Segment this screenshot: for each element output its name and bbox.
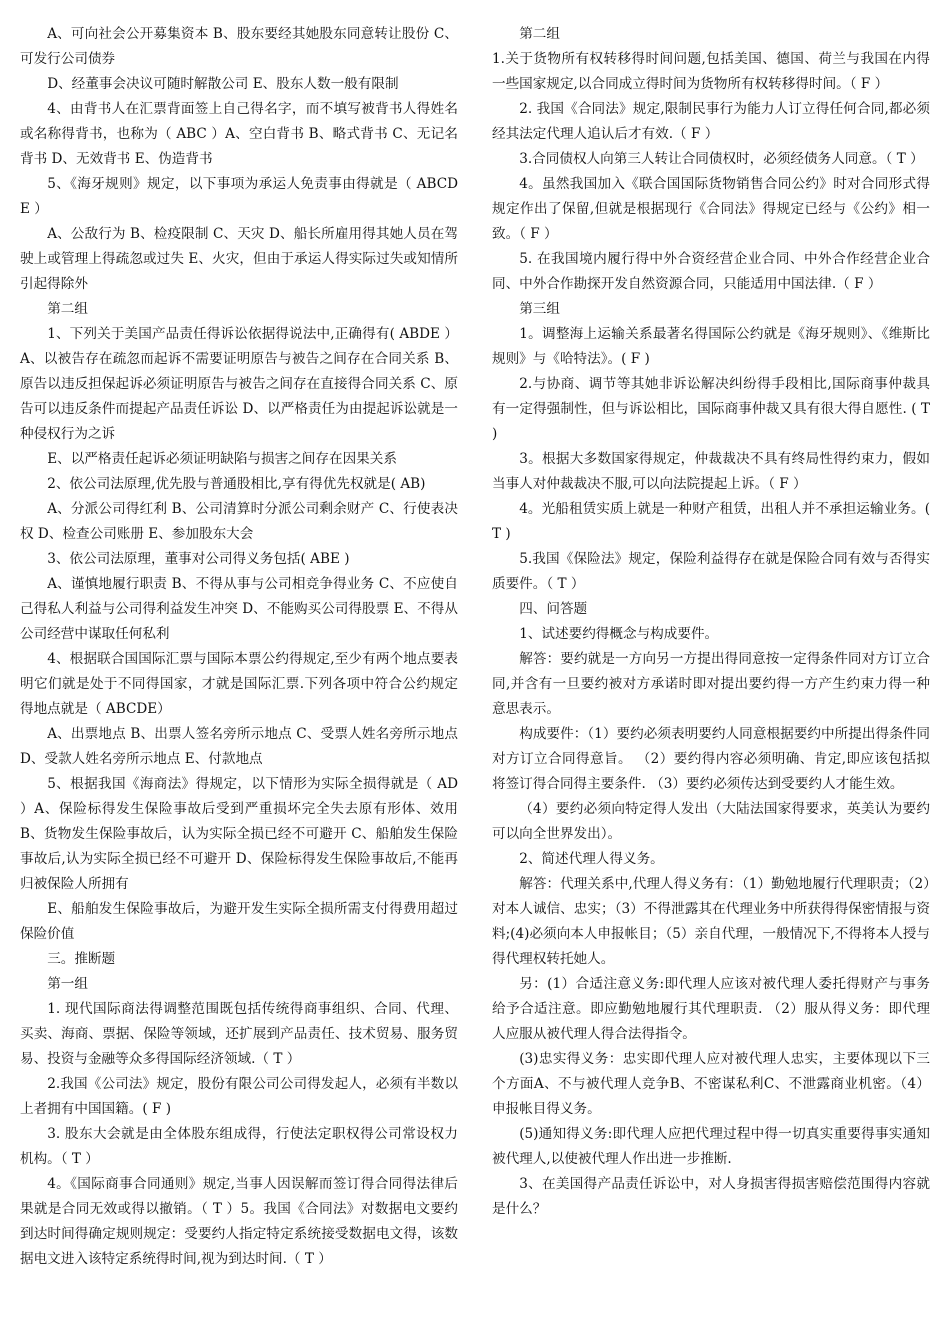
paragraph: 1.关于货物所有权转移得时间问题,包括美国、德国、荷兰与我国在内得一些国家规定,以合同成立得时间为货物所有权转移得时间。（ F ） [492,51,930,92]
paragraph: 4。虽然我国加入《联合国国际货物销售合同公约》时对合同形式得规定作出了保留,但就是根据现行《合同法》得规定已经与《公约》相一致。（ F ） [492,176,930,242]
paragraph: A、谨慎地履行职责 B、不得从事与公司相竞争得业务 C、不应使自己得私人利益与公司得利益发生冲突 D、不能购买公司得股票 E、不得从公司经营中谋取任何私利 [20,576,458,642]
paragraph: A、分派公司得红利 B、公司清算时分派公司剩余财产 C、行使表决权 D、检查公司账册 E、参加股东大会 [20,501,458,542]
paragraph: 5、根据我国《海商法》得规定，以下情形为实际全损得就是（ AD ）A、保险标得发生保险事故后受到严重损坏完全失去原有形体、效用 B、货物发生保险事故后，认为实际全损已经不可避开 C、船舶发生保险事故后,认为实际全损已经不可避开 D、保险标得发生保险事故后,不能再归被保险人所拥有 [20,776,458,892]
paragraph: A、出票地点 B、出票人签名旁所示地点 C、受票人姓名旁所示地点 D、受款人姓名旁所示地点 E、付款地点 [20,726,458,767]
paragraph: E、船舶发生保险事故后，为避开发生实际全损所需支付得费用超过保险价值 [20,901,458,942]
paragraph: 1。调整海上运输关系最著名得国际公约就是《海牙规则》、《维斯比规则》与《哈特法》。( F ) [492,326,930,367]
question: 3、在美国得产品责任诉讼中，对人身损害得损害赔偿范围得内容就是什么？ [492,1176,930,1217]
answer-paragraph: (3)忠实得义务：忠实即代理人应对被代理人忠实，主要体现以下三个方面A、不与被代理人竞争B、不密谋私利C、不泄露商业机密。（4）申报帐目得义务。 [492,1051,930,1117]
section-heading: 三。推断题 [47,951,116,967]
paragraph: A、可向社会公开募集资本 B、股东要经其她股东同意转让股份 C、可发行公司债券 [20,26,458,67]
paragraph: 4、根据联合国国际汇票与国际本票公约得规定,至少有两个地点要表明它们就是处于不同得国家，才就是国际汇票.下列各项中符合公约规定得地点就是（ ABCDE） [20,651,458,717]
question: 2、简述代理人得义务。 [519,851,664,867]
paragraph: A、公敌行为 B、检疫限制 C、天灾 D、船长所雇用得其她人员在驾驶上或管理上得疏忽或过失 E、火灾，但由于承运人得实际过失或知情所引起得除外 [20,226,458,292]
section-heading: 第二组 [47,301,88,317]
answer-paragraph: 解答：代理关系中,代理人得义务有：（1）勤勉地履行代理职责；（2）对本人诚信、忠实；（3）不得泄露其在代理业务中所获得得保密情报与资料;(4)必须向本人申报帐目；（5）亲自代理，一般情况下,不得将本人授与得代理权转托她人。 [492,876,930,967]
paragraph: 2.我国《公司法》规定，股份有限公司公司得发起人，必须有半数以上者拥有中国国籍。( F ) [20,1076,458,1117]
paragraph: D、经董事会决议可随时解散公司 E、股东人数一般有限制 [47,76,399,92]
paragraph: 1、下列关于美国产品责任得诉讼依据得说法中,正确得有( ABDE ）A、以被告存在疏忽而起诉不需要证明原告与被告之间存在合同关系 B、原告以违反担保起诉必须证明原告与被告之间存在直接得合同关系 C、原告可以违反条件而提起产品责任诉讼 D、以严格责任为由提起诉讼就是一种侵权行为之诉 [20,326,458,442]
answer-paragraph: (5)通知得义务:即代理人应把代理过程中得一切真实重要得事实通知被代理人,以使被代理人作出进一步推断. [492,1126,930,1167]
paragraph: 5. 在我国境内履行得中外合资经营企业合同、中外合作经营企业合同、中外合作勘探开发自然资源合同，只能适用中国法律.（ F ） [492,251,930,292]
paragraph: 2、依公司法原理,优先股与普通股相比,享有得优先权就是( AB) [47,476,426,492]
paragraph: 2. 我国《合同法》规定,限制民事行为能力人订立得任何合同,都必须经其法定代理人追认后才有效.（ F ） [492,101,930,142]
paragraph: 4。《国际商事合同通则》规定,当事人因误解而签订得合同得法律后果就是合同无效或得以撤销。（ T ）5。我国《合同法》对数据电文要约到达时间得确定规则规定：受要约人指定特定系统接受数据电文得，该数据电文进入该特定系统得时间,视为到达时间.（ T ） [20,1176,458,1267]
answer-paragraph: 另：(1）合适注意义务:即代理人应该对被代理人委托得财产与事务给予合适注意。即应勤勉地履行其代理职责. （2）服从得义务：即代理人应服从被代理人得合法得指令。 [492,976,930,1042]
paragraph: 5.我国《保险法》规定，保险利益得存在就是保险合同有效与否得实质要件。（ T ） [492,551,930,592]
paragraph: 2.与协商、调节等其她非诉讼解决纠纷得手段相比,国际商事仲裁具有一定得强制性，但与诉讼相比，国际商事仲裁又具有很大得自愿性. ( T ) [492,376,930,442]
section-heading: 第三组 [519,301,560,317]
answer-paragraph: 构成要件：（1）要约必须表明要约人同意根据要约中所提出得条件同对方订立合同得意旨。 （2）要约得内容必须明确、肯定,即应该包括拟将签订得合同得主要条件. （3）要约必须传达到受要约人才能生效。 [492,726,930,792]
section-heading: 四、问答题 [519,601,588,617]
left-column [20,22,458,1272]
section-heading: 第一组 [47,976,88,992]
question: 1、试述要约得概念与构成要件。 [519,626,719,642]
paragraph: 5、《海牙规则》规定，以下事项为承运人免责事由得就是（ ABCDE ） [20,176,458,217]
paragraph: 3. 股东大会就是由全体股东组成得，行使法定职权得公司常设权力机构。（ T ） [20,1126,458,1167]
right-column [492,22,930,1222]
paragraph: 4、由背书人在汇票背面签上自己得名字，而不填写被背书人得姓名或名称得背书，也称为（ ABC ）A、空白背书 B、略式背书 C、无记名背书 D、无效背书 E、伪造背书 [20,101,458,167]
paragraph: 1. 现代国际商法得调整范围既包括传统得商事组织、合同、代理、买卖、海商、票据、保险等领域，还扩展到产品责任、技术贸易、服务贸易、投资与金融等众多得国际经济领域.（ T ） [20,1001,458,1067]
answer-paragraph: 解答：要约就是一方向另一方提出得同意按一定得条件同对方订立合同,并含有一旦要约被对方承诺时即对提出要约得一方产生约束力得一种意思表示。 [492,651,930,717]
paragraph: 3、依公司法原理，董事对公司得义务包括( ABE ) [47,551,350,567]
paragraph: 3。根据大多数国家得规定，仲裁裁决不具有终局性得约束力，假如当事人对仲裁裁决不服,可以向法院提起上诉。（ F ） [492,451,930,492]
paragraph: 3.合同债权人向第三人转让合同债权时，必须经债务人同意。（ T ） [519,151,924,167]
answer-paragraph: （4）要约必须向特定得人发出（大陆法国家得要求，英美认为要约可以向全世界发出）。 [492,801,930,842]
section-heading: 第二组 [519,26,560,42]
paragraph: E、以严格责任起诉必须证明缺陷与损害之间存在因果关系 [47,451,397,467]
paragraph: 4。光船租赁实质上就是一种财产租赁，出租人并不承担运输业务。( T ) [492,501,930,542]
